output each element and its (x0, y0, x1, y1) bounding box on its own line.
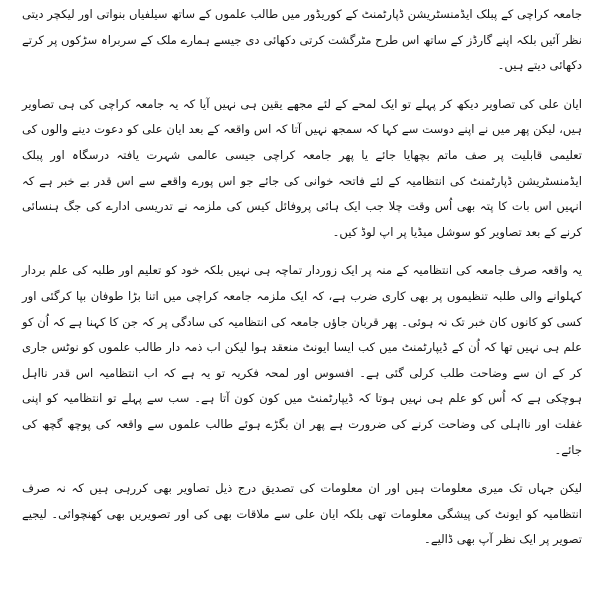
article-paragraph-2: ایان علی کی تصاویر دیکھ کر پہلے تو ایک لمحے کے لئے مجھے یقین ہی نہیں آیا کہ یہ جامعہ کراچی کی ہی تصاویر ہیں، لیکن پھر میں نے اپنے دوست سے کہا کہ سمجھ نہیں آتا کہ اس واقعہ کے بعد ایان علی کو دعوت دینے والوں کی تعلیمی قابلیت پر صف ماتم بچھایا جائے یا پھر جامعہ کراچی جیسی عالمی شہرت یافتہ درسگاہ اور پبلک ایڈمنسٹریشن ڈپارٹمنٹ کی انتظامیہ کے لئے فاتحہ خوانی کی جائے جو اس پورے واقعے سے اس قدر بے خبر ہے کہ انہیں اس بات کا پتہ بھی اُس وقت چلا جب ایک ہائی پروفائل کیس کی ملزمہ نے تدریسی ادارے کی جگ ہنسائی کرنے کے بعد تصاویر کو سوشل میڈیا پر اپ لوڈ کیں۔ (22, 96, 582, 239)
paragraph-spacer (22, 245, 582, 258)
paragraph-spacer (22, 79, 582, 92)
article-paragraph-3: یہ واقعہ صرف جامعہ کی انتظامیہ کے منہ پر ایک زوردار تماچہ ہی نہیں بلکہ خود کو تعلیم اور طلبہ کی علم بردار کہلوانے والی طلبہ تنظیموں پر بھی کاری ضرب ہے، کہ ایک ملزمہ جامعہ کراچی میں اتنا بڑا طوفان بپا کرگئی اور کسی کو کانوں کان خبر تک نہ ہوئی۔ پھر قربان جاؤں جامعہ کی انتظامیہ کی سادگی پر کہ جن کا کہنا ہے کہ اُن کو علم ہی نہیں تھا کہ اُن کے ڈیپارٹمنٹ میں کب ایسا ایونٹ منعقد ہوا لیکن اب ذمہ دار طالب علموں کو نوٹس جاری کر کے ان سے وضاحت طلب کرلی گئی ہے۔ افسوس اور لمحہ فکریہ تو یہ ہے کہ اب انتظامیہ اس قدر نااہل ہوچکی ہے کہ اُس کو علم ہی نہیں ہوتا کہ ڈیپارٹمنٹ میں کون کون آتا ہے۔ سب سے پہلے تو انتظامیہ کو اپنی غفلت اور نااہلی کی وضاحت کرنے کی ضرورت ہے پھر ان بگڑے ہوئے طالب علموں سے واقعہ کی پوچھ گچھ کی جائے۔ (22, 263, 582, 457)
paragraph-spacer (22, 463, 582, 476)
article-paragraph-4: لیکن جہاں تک میری معلومات ہیں اور ان معلومات کی تصدیق درج ذیل تصاویر بھی کررہی ہیں کہ نہ صرف انتظامیہ کو ایونٹ کی پیشگی معلومات تھی بلکہ ایان علی سے ملاقات بھی کی اور تصویریں بھی کھنچوائی۔ لیجیے تصویر پر ایک نظر آپ بھی ڈالیے۔ (22, 481, 582, 547)
article-paragraph-1: جامعہ کراچی کے پبلک ایڈمنسٹریشن ڈپارٹمنٹ کے کوریڈور میں طالب علموں کے ساتھ سیلفیاں بنواتی اور لیکچر دیتی نظر آئیں بلکہ اپنے گارڈز کے ساتھ اس طرح مٹرگشت کرتی دکھائی دی جیسے ہمارے ملک کے سربراہ سڑکوں پر کرتے دکھائی دیتے ہیں۔ (22, 7, 582, 73)
